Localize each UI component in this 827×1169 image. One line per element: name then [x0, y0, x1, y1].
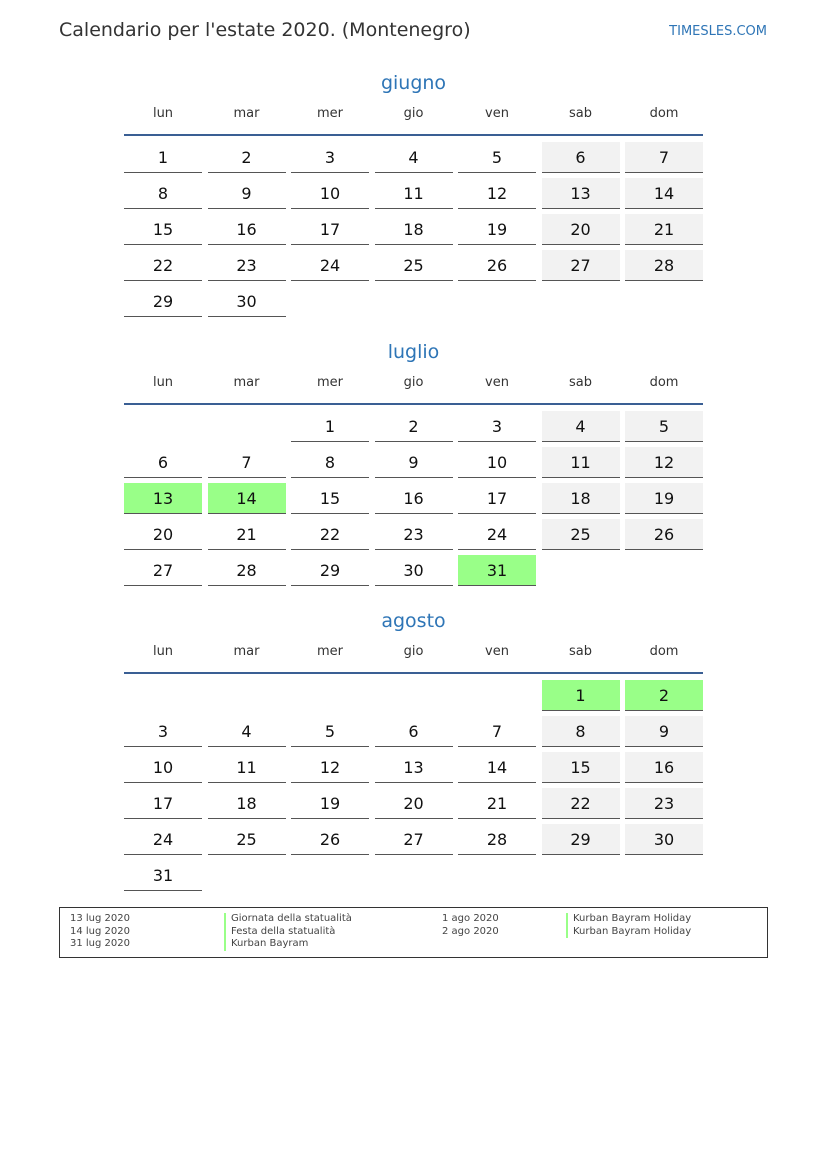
legend-dates-right [442, 913, 499, 938]
empty-day-cell [458, 860, 536, 891]
day-cell[interactable]: 30 [375, 555, 453, 586]
empty-day-cell [542, 555, 620, 586]
month-grid [124, 142, 703, 317]
legend-date: 31 lug 2020 [70, 938, 130, 950]
page-title: Calendario per l'estate 2020. (Montenegro) [59, 19, 471, 41]
month-july [124, 339, 703, 591]
empty-day-cell [291, 286, 369, 317]
day-cell[interactable]: 11 [208, 752, 286, 783]
day-cell[interactable]: 3 [291, 142, 369, 173]
day-cell[interactable]: 19 [458, 214, 536, 245]
day-cell[interactable]: 1 [542, 680, 620, 711]
week-row [124, 555, 703, 586]
day-cell[interactable]: 14 [625, 178, 703, 209]
day-cell[interactable]: 6 [124, 447, 202, 478]
legend-names-left [224, 913, 352, 951]
day-cell[interactable]: 24 [291, 250, 369, 281]
day-cell[interactable]: 7 [458, 716, 536, 747]
week-row [124, 411, 703, 442]
day-cell[interactable]: 16 [375, 483, 453, 514]
day-cell[interactable]: 2 [625, 680, 703, 711]
weekday-label: mer [316, 375, 343, 390]
week-row [124, 752, 703, 783]
day-cell[interactable]: 4 [208, 716, 286, 747]
empty-day-cell [625, 555, 703, 586]
day-cell[interactable]: 30 [625, 824, 703, 855]
day-cell[interactable]: 5 [625, 411, 703, 442]
legend-date: 1 ago 2020 [442, 913, 499, 924]
day-cell[interactable]: 22 [124, 250, 202, 281]
month-august [124, 608, 703, 896]
day-cell[interactable]: 4 [375, 142, 453, 173]
day-cell[interactable]: 9 [375, 447, 453, 478]
legend-holiday-name: Festa della statualità [224, 926, 352, 939]
day-cell[interactable]: 30 [208, 286, 286, 317]
day-cell[interactable]: 26 [625, 519, 703, 550]
day-cell[interactable]: 5 [291, 716, 369, 747]
month-june [124, 70, 703, 322]
day-cell[interactable]: 11 [375, 178, 453, 209]
weekday-label: lun [152, 106, 174, 121]
month-title: luglio [387, 341, 440, 363]
empty-day-cell [625, 860, 703, 891]
weekday-header [124, 106, 703, 126]
week-row [124, 250, 703, 281]
day-cell[interactable]: 23 [375, 519, 453, 550]
weekday-label: mar [233, 106, 260, 121]
day-cell[interactable]: 26 [291, 824, 369, 855]
week-row [124, 860, 703, 891]
day-cell[interactable]: 22 [542, 788, 620, 819]
day-cell[interactable]: 25 [375, 250, 453, 281]
weekday-label: ven [485, 644, 509, 659]
day-cell[interactable]: 31 [124, 860, 202, 891]
week-row [124, 824, 703, 855]
day-cell[interactable]: 2 [375, 411, 453, 442]
empty-day-cell [291, 680, 369, 711]
month-title: agosto [381, 610, 446, 632]
week-row [124, 483, 703, 514]
empty-day-cell [375, 680, 453, 711]
weekday-label: lun [152, 375, 174, 390]
day-cell[interactable]: 29 [291, 555, 369, 586]
weekday-label: mer [316, 644, 343, 659]
day-cell[interactable]: 28 [625, 250, 703, 281]
day-cell[interactable]: 9 [208, 178, 286, 209]
weekday-header [124, 375, 703, 395]
empty-day-cell [625, 286, 703, 317]
month-title: giugno [380, 72, 447, 94]
day-cell[interactable]: 24 [458, 519, 536, 550]
empty-day-cell [375, 860, 453, 891]
empty-day-cell [542, 286, 620, 317]
day-cell[interactable]: 17 [124, 788, 202, 819]
weekday-label: sab [569, 106, 592, 121]
day-cell[interactable]: 28 [208, 555, 286, 586]
day-cell[interactable]: 13 [124, 483, 202, 514]
day-cell[interactable]: 25 [208, 824, 286, 855]
legend-names-right [566, 913, 691, 938]
week-row [124, 447, 703, 478]
empty-day-cell [208, 411, 286, 442]
day-cell[interactable]: 20 [124, 519, 202, 550]
day-cell[interactable]: 8 [291, 447, 369, 478]
day-cell[interactable]: 15 [291, 483, 369, 514]
day-cell[interactable]: 29 [542, 824, 620, 855]
day-cell[interactable]: 6 [375, 716, 453, 747]
weekday-label: ven [485, 106, 509, 121]
day-cell[interactable]: 7 [625, 142, 703, 173]
weekday-label: sab [569, 644, 592, 659]
day-cell[interactable]: 14 [458, 752, 536, 783]
day-cell[interactable]: 9 [625, 716, 703, 747]
empty-day-cell [458, 680, 536, 711]
day-cell[interactable]: 28 [458, 824, 536, 855]
weekday-label: dom [649, 375, 679, 390]
weekday-label: ven [485, 375, 509, 390]
week-row [124, 788, 703, 819]
month-grid [124, 411, 703, 586]
empty-day-cell [542, 860, 620, 891]
empty-day-cell [375, 286, 453, 317]
day-cell[interactable]: 21 [458, 788, 536, 819]
day-cell[interactable]: 22 [291, 519, 369, 550]
empty-day-cell [208, 860, 286, 891]
site-link[interactable]: TIMESLES.COM [669, 24, 767, 39]
week-row [124, 142, 703, 173]
weekday-label: gio [403, 106, 424, 121]
weekday-label: gio [403, 375, 424, 390]
empty-day-cell [124, 411, 202, 442]
legend-holiday-name: Kurban Bayram Holiday [566, 926, 691, 939]
day-cell[interactable]: 19 [625, 483, 703, 514]
day-cell[interactable]: 24 [124, 824, 202, 855]
empty-day-cell [458, 286, 536, 317]
weekday-label: gio [403, 644, 424, 659]
day-cell[interactable]: 17 [458, 483, 536, 514]
day-cell[interactable]: 16 [625, 752, 703, 783]
day-cell[interactable]: 25 [542, 519, 620, 550]
day-cell[interactable]: 7 [208, 447, 286, 478]
legend-holiday-name: Giornata della statualità [224, 913, 352, 926]
week-row [124, 214, 703, 245]
day-cell[interactable]: 27 [124, 555, 202, 586]
day-cell[interactable]: 1 [124, 142, 202, 173]
header-divider [124, 134, 703, 136]
day-cell[interactable]: 31 [458, 555, 536, 586]
weekday-label: dom [649, 644, 679, 659]
day-cell[interactable]: 23 [208, 250, 286, 281]
legend-date: 2 ago 2020 [442, 925, 499, 937]
month-grid [124, 680, 703, 891]
day-cell[interactable]: 10 [124, 752, 202, 783]
header-divider [124, 403, 703, 405]
day-cell[interactable]: 23 [625, 788, 703, 819]
weekday-label: mer [316, 106, 343, 121]
legend-date: 13 lug 2020 [70, 913, 130, 924]
day-cell[interactable]: 26 [458, 250, 536, 281]
day-cell[interactable]: 27 [542, 250, 620, 281]
day-cell[interactable]: 21 [208, 519, 286, 550]
empty-day-cell [124, 680, 202, 711]
day-cell[interactable]: 29 [124, 286, 202, 317]
weekday-label: dom [649, 106, 679, 121]
day-cell[interactable]: 12 [291, 752, 369, 783]
week-row [124, 519, 703, 550]
day-cell[interactable]: 20 [375, 788, 453, 819]
weekday-header [124, 644, 703, 664]
legend-date: 14 lug 2020 [70, 925, 130, 937]
day-cell[interactable]: 11 [542, 447, 620, 478]
day-cell[interactable]: 5 [458, 142, 536, 173]
weekday-label: mar [233, 375, 260, 390]
weekday-label: lun [152, 644, 174, 659]
day-cell[interactable]: 4 [542, 411, 620, 442]
day-cell[interactable]: 18 [375, 214, 453, 245]
day-cell[interactable]: 3 [124, 716, 202, 747]
week-row [124, 680, 703, 711]
day-cell[interactable]: 16 [208, 214, 286, 245]
week-row [124, 286, 703, 317]
day-cell[interactable]: 18 [542, 483, 620, 514]
empty-day-cell [208, 680, 286, 711]
day-cell[interactable]: 13 [375, 752, 453, 783]
empty-day-cell [291, 860, 369, 891]
day-cell[interactable]: 10 [458, 447, 536, 478]
day-cell[interactable]: 17 [291, 214, 369, 245]
header-divider [124, 672, 703, 674]
day-cell[interactable]: 15 [124, 214, 202, 245]
day-cell[interactable]: 21 [625, 214, 703, 245]
day-cell[interactable]: 15 [542, 752, 620, 783]
holiday-legend [59, 907, 768, 958]
day-cell[interactable]: 27 [375, 824, 453, 855]
day-cell[interactable]: 8 [124, 178, 202, 209]
day-cell[interactable]: 8 [542, 716, 620, 747]
day-cell[interactable]: 3 [458, 411, 536, 442]
day-cell[interactable]: 1 [291, 411, 369, 442]
day-cell[interactable]: 12 [458, 178, 536, 209]
week-row [124, 716, 703, 747]
day-cell[interactable]: 20 [542, 214, 620, 245]
day-cell[interactable]: 6 [542, 142, 620, 173]
day-cell[interactable]: 19 [291, 788, 369, 819]
legend-dates-left [70, 913, 130, 951]
day-cell[interactable]: 2 [208, 142, 286, 173]
day-cell[interactable]: 14 [208, 483, 286, 514]
day-cell[interactable]: 10 [291, 178, 369, 209]
legend-holiday-name: Kurban Bayram Holiday [566, 913, 691, 926]
legend-holiday-name: Kurban Bayram [224, 938, 352, 951]
weekday-label: mar [233, 644, 260, 659]
day-cell[interactable]: 12 [625, 447, 703, 478]
week-row [124, 178, 703, 209]
day-cell[interactable]: 13 [542, 178, 620, 209]
weekday-label: sab [569, 375, 592, 390]
day-cell[interactable]: 18 [208, 788, 286, 819]
